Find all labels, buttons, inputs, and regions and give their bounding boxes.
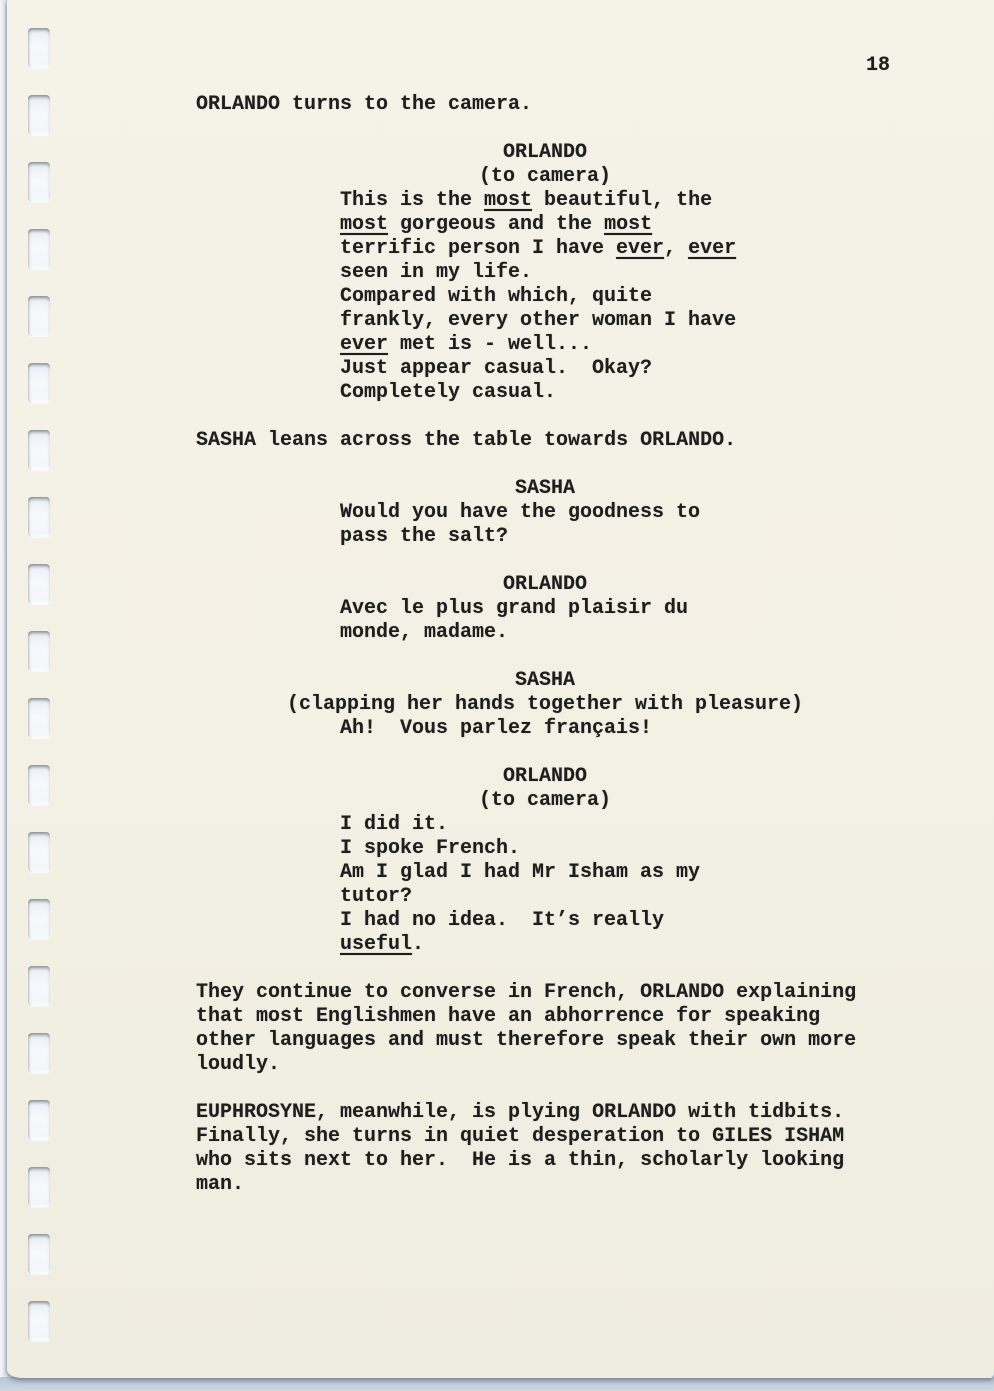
parenthetical: (to camera) — [478, 165, 612, 188]
underlined-word: most — [604, 213, 653, 236]
dialogue-line: Compared with which, quite — [340, 285, 653, 308]
binding-hole — [28, 28, 50, 68]
binding-hole — [28, 1301, 50, 1341]
binding-hole — [28, 1100, 50, 1140]
binding-hole — [28, 497, 50, 537]
action-line: man. — [196, 1173, 245, 1196]
binding-hole — [28, 1033, 50, 1073]
scanner-background-bottom — [0, 1377, 994, 1391]
action-line: ORLANDO turns to the camera. — [196, 93, 533, 116]
dialogue-block — [196, 141, 894, 405]
underlined-word: ever — [616, 237, 665, 260]
script-content — [196, 93, 894, 1197]
dialogue-line: tutor? — [340, 885, 413, 908]
binding-hole — [28, 162, 50, 202]
underlined-word: most — [340, 213, 389, 236]
binding-hole — [28, 430, 50, 470]
binding-holes — [28, 28, 50, 1368]
binding-hole — [28, 95, 50, 135]
page-number: 18 — [866, 54, 891, 77]
dialogue-line: I had no idea. It’s really — [340, 909, 665, 932]
action-line: loudly. — [196, 1053, 281, 1076]
dialogue-line: This is the most beautiful, the — [340, 189, 713, 212]
dialogue-line: Completely casual. — [340, 381, 557, 404]
dialogue-block — [196, 477, 894, 549]
binding-hole — [28, 966, 50, 1006]
action-line: Finally, she turns in quiet desperation to GILES ISHAM — [196, 1125, 845, 1148]
underlined-word: ever — [688, 237, 737, 260]
binding-hole — [28, 698, 50, 738]
character-cue: ORLANDO — [502, 141, 587, 164]
character-cue: ORLANDO — [502, 765, 587, 788]
dialogue-line: terrific person I have ever, ever — [340, 237, 737, 260]
binding-hole — [28, 899, 50, 939]
underlined-word: most — [484, 189, 533, 212]
dialogue-line: Ah! Vous parlez français! — [340, 717, 653, 740]
binding-hole — [28, 229, 50, 269]
page-sheet — [7, 0, 994, 1378]
dialogue-block — [196, 573, 894, 645]
action-line: that most Englishmen have an abhorrence for speaking — [196, 1005, 821, 1028]
dialogue-line: useful. — [340, 933, 425, 956]
dialogue-line: Avec le plus grand plaisir du — [340, 597, 689, 620]
action-block — [196, 93, 894, 117]
character-cue: ORLANDO — [502, 573, 587, 596]
action-line: EUPHROSYNE, meanwhile, is plying ORLANDO with tidbits. — [196, 1101, 845, 1124]
dialogue-block — [196, 765, 894, 957]
dialogue-line: Am I glad I had Mr Isham as my — [340, 861, 701, 884]
action-block — [196, 981, 894, 1077]
action-block — [196, 429, 894, 453]
action-line: who sits next to her. He is a thin, scholarly looking — [196, 1149, 845, 1172]
character-cue: SASHA — [514, 669, 575, 692]
binding-hole — [28, 296, 50, 336]
binding-hole — [28, 832, 50, 872]
dialogue-line: seen in my life. — [340, 261, 533, 284]
binding-hole — [28, 765, 50, 805]
underlined-word: ever — [340, 333, 389, 356]
dialogue-line: ever met is - well... — [340, 333, 593, 356]
parenthetical: (clapping her hands together with pleasure) — [286, 693, 804, 716]
dialogue-line: Would you have the goodness to — [340, 501, 701, 524]
binding-hole — [28, 363, 50, 403]
underlined-word: useful — [340, 933, 413, 956]
dialogue-line: most gorgeous and the most — [340, 213, 653, 236]
dialogue-line: frankly, every other woman I have — [340, 309, 737, 332]
action-block — [196, 1101, 894, 1197]
dialogue-block — [196, 669, 894, 741]
action-line: other languages and must therefore speak their own more — [196, 1029, 857, 1052]
dialogue-line: pass the salt? — [340, 525, 509, 548]
binding-hole — [28, 1167, 50, 1207]
binding-hole — [28, 631, 50, 671]
binding-hole — [28, 1234, 50, 1274]
parenthetical: (to camera) — [478, 789, 612, 812]
action-line: SASHA leans across the table towards ORLANDO. — [196, 429, 737, 452]
binding-hole — [28, 564, 50, 604]
action-line: They continue to converse in French, ORLANDO explaining — [196, 981, 857, 1004]
character-cue: SASHA — [514, 477, 575, 500]
dialogue-line: I did it. — [340, 813, 449, 836]
dialogue-line: monde, madame. — [340, 621, 509, 644]
dialogue-line: I spoke French. — [340, 837, 521, 860]
dialogue-line: Just appear casual. Okay? — [340, 357, 653, 380]
